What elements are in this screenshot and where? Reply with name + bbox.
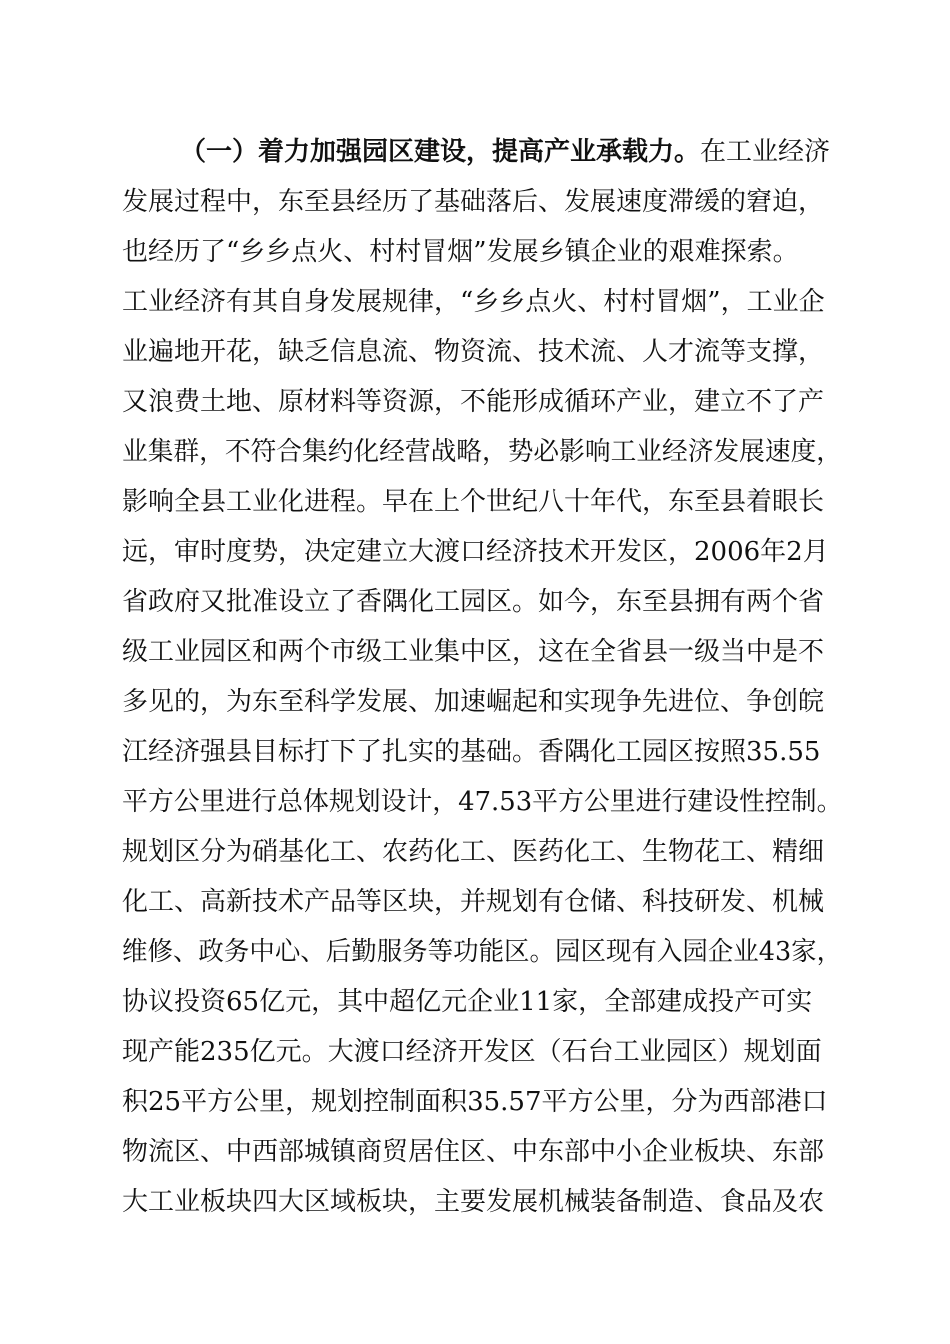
text-line: 大工业板块四大区域板块，主要发展机械装备制造、食品及农 [122,1187,825,1217]
text-line: 远，审时度势，决定建立大渡口经济技术开发区，2006年2月 [122,537,829,567]
text-line: 影响全县工业化进程。早在上个世纪八十年代，东至县着眼长 [122,487,825,517]
text-line: 工业经济有其自身发展规律，“乡乡点火、村村冒烟”，工业企 [122,287,825,317]
text-line: 维修、政务中心、后勤服务等功能区。园区现有入园企业43家， [122,937,843,967]
text-line: 化工、高新技术产品等区块，并规划有仓储、科技研发、机械 [122,887,825,917]
text-line: 业集群，不符合集约化经营战略，势必影响工业经济发展速度， [122,437,843,467]
text-line: 级工业园区和两个市级工业集中区，这在全省县一级当中是不 [122,637,825,667]
paragraph-first-line [180,132,830,172]
text-line: 积25平方公里，规划控制面积35.57平方公里，分为西部港口 [122,1087,828,1117]
text-line: 在工业经济 [700,137,831,167]
text-line: 多见的，为东至科学发展、加速崛起和实现争先进位、争创皖 [122,687,825,717]
text-line: 发展过程中，东至县经历了基础落后、发展速度滞缓的窘迫， [122,187,825,217]
text-line: 平方公里进行总体规划设计，47.53平方公里进行建设性控制。 [122,787,843,817]
text-line: 协议投资65亿元，其中超亿元企业11家，全部建成投产可实 [122,987,813,1017]
text-line: 江经济强县目标打下了扎实的基础。香隅化工园区按照35.55 [122,737,821,767]
text-line: 业遍地开花，缺乏信息流、物资流、技术流、人才流等支撑， [122,337,825,367]
text-line: 物流区、中西部城镇商贸居住区、中东部中小企业板块、东部 [122,1137,825,1167]
text-line: 规划区分为硝基化工、农药化工、医药化工、生物花工、精细 [122,837,825,867]
text-line: 也经历了“乡乡点火、村村冒烟”发展乡镇企业的艰难探索。 [122,237,799,267]
text-line: 省政府又批准设立了香隅化工园区。如今，东至县拥有两个省 [122,587,825,617]
section-heading: （一）着力加强园区建设，提高产业承载力。 [180,137,701,167]
text-line: 现产能235亿元。大渡口经济开发区（石台工业园区）规划面 [122,1037,822,1067]
text-line: 又浪费土地、原材料等资源，不能形成循环产业，建立不了产 [122,387,825,417]
